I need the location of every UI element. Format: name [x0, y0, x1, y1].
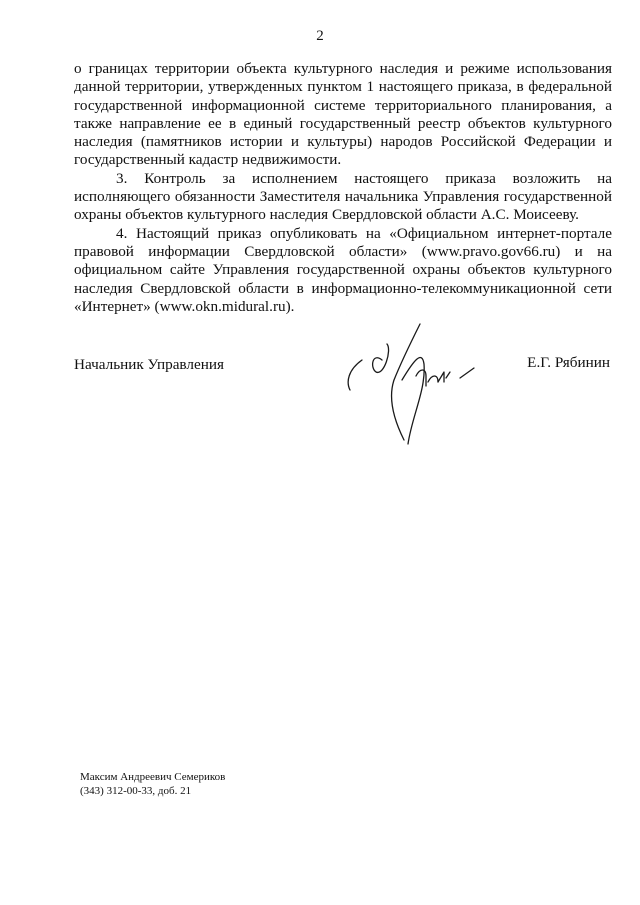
paragraph-4-publication: 4. Настоящий приказ опубликовать на «Официальном интернет-портале правовой информации Свердловской области» (www.pravo.gov66.ru) и на официальном сайте Управления государственной охраны объектов культурного наследия Свердловской области в информационно-телекоммуникационной сети «Интернет» (www.okn.midural.ru).	[74, 224, 612, 315]
signer-title: Начальник Управления	[74, 356, 224, 373]
paragraph-continuation: о границах территории объекта культурного наследия и режиме использования данной территории, утвержденных пунктом 1 настоящего приказа, в федеральной государственной информационной системе территориального планирования, а также направление ее в единый государственный реестр объектов культурного наследия (памятников истории и культуры) народов Российской Федерации и государственный кадастр недвижимости.	[74, 60, 612, 169]
signature-block	[74, 320, 614, 460]
page-number: 2	[316, 28, 324, 44]
executor-info	[80, 770, 225, 798]
executor-name: Максим Андреевич Семериков	[80, 771, 226, 783]
document-body	[74, 60, 612, 316]
paragraph-3-control: 3. Контроль за исполнением настоящего приказа возложить на исполняющего обязанности Заместителя начальника Управления государственной охраны объектов культурного наследия Свердловской области А.С. Моисееву.	[74, 169, 612, 224]
signer-name: Е.Г. Рябинин	[527, 354, 610, 371]
executor-phone: (343) 312-00-33, доб. 21	[80, 785, 192, 797]
handwritten-signature	[342, 320, 492, 455]
